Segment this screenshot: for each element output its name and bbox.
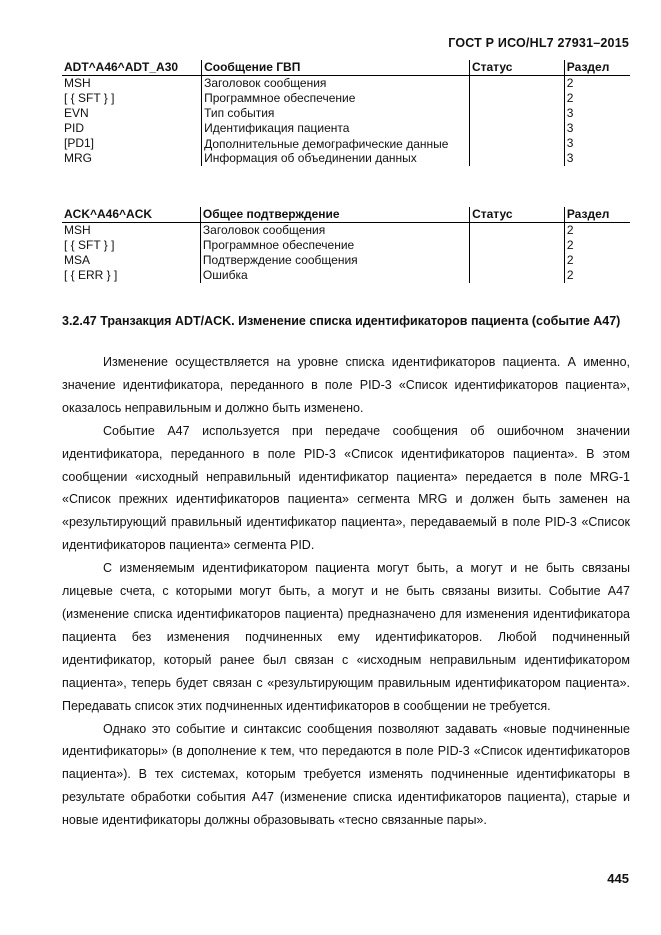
description-cell: Подтверждение сообщения (200, 253, 469, 268)
section-cell: 3 (564, 151, 630, 166)
table-row (62, 268, 630, 283)
section-cell: 2 (564, 238, 630, 253)
paragraph: С изменяемым идентификатором пациента могут быть, а могут и не быть связаны лицевые счета, с которыми могут быть, а могут и не быть связаны визиты. Событие A47 (изменение списка идентификаторов пациента) предназначено для изменения идентификатора пациента без изменения подчиненных ему идентификаторов. Любой подчиненный идентификатор, который ранее был связан с «исходным неправильным идентификатором пациента», теперь будет связан с «результирующим правильным идентификатором пациента». Передавать список этих подчиненных идентификаторов в сообщении не требуется. (62, 561, 630, 713)
segment-cell: [ { SFT } ] (64, 91, 115, 105)
section-cell: 3 (564, 106, 630, 121)
column-header-message: ADT^A46^ADT_A30 (62, 60, 202, 76)
status-cell (470, 253, 565, 268)
segment-cell: MSH (64, 76, 91, 90)
document-header: ГОСТ Р ИСО/HL7 27931–2015 (448, 36, 629, 50)
message-structure-table-adt-a46 (62, 60, 630, 166)
table-row (62, 223, 630, 239)
table-row (62, 91, 630, 106)
table-row (62, 76, 630, 92)
section-cell: 3 (564, 121, 630, 136)
description-cell: Ошибка (200, 268, 469, 283)
paragraph: Событие A47 используется при передаче сообщения об ошибочном значении идентификатора, переданного в поле PID-3 «Список идентификаторов пациента». В этом сообщении «исходный неправильный идентификатор пациента» передается в поле MRG-1 «Список прежних идентификаторов пациента» сегмента MRG и должен быть заменен на «результирующий правильный идентификатор пациента», передаваемый в поле PID-3 «Список идентификаторов пациента» сегмента PID. (62, 423, 630, 553)
segment-cell: MSA (64, 253, 91, 267)
column-header-section: Раздел (564, 207, 630, 223)
paragraph: Однако это событие и синтаксис сообщения позволяют задавать «новые подчиненные идентификаторы» (в дополнение к тем, что передаются в поле PID-3 «Список идентификаторов пациента»). В тех системах, которым требуется изменять подчиненные идентификаторы в результате обработки события A47 (изменение списка идентификаторов пациента), старые и новые идентификаторы должны образовывать «тесно связанные пары». (62, 721, 630, 828)
description-cell: Программное обеспечение (202, 91, 470, 106)
description-cell: Заголовок сообщения (202, 76, 470, 92)
paragraph: Изменение осуществляется на уровне списка идентификаторов пациента. А именно, значение идентификатора, переданного в поле PID-3 «Список идентификаторов пациента», оказалось неправильным и должно быть изменено. (62, 355, 630, 415)
column-header-status: Статус (469, 60, 564, 76)
status-cell (469, 91, 564, 106)
description-cell: Заголовок сообщения (200, 223, 469, 239)
description-cell: Идентификация пациента (202, 121, 470, 136)
section-cell: 2 (564, 223, 630, 239)
section-heading: 3.2.47 Транзакция ADT/ACK. Изменение списка идентификаторов пациента (событие A47) (62, 314, 621, 328)
segment-cell: MSH (64, 223, 91, 237)
status-cell (469, 106, 564, 121)
table-row (62, 238, 630, 253)
table-row (62, 136, 630, 151)
status-cell (469, 136, 564, 151)
segment-cell: MRG (64, 151, 92, 165)
description-cell: Тип события (202, 106, 470, 121)
status-cell (469, 76, 564, 92)
table-row (62, 121, 630, 136)
status-cell (469, 151, 564, 166)
section-cell: 2 (564, 76, 630, 92)
table-row (62, 106, 630, 121)
column-header-status: Статус (470, 207, 565, 223)
column-header-description: Сообщение ГВП (202, 60, 470, 76)
description-cell: Программное обеспечение (200, 238, 469, 253)
segment-cell: [ { SFT } ] (64, 238, 115, 252)
segment-cell: [PD1] (64, 136, 95, 150)
table-header-row (62, 60, 630, 76)
status-cell (470, 223, 565, 239)
section-cell: 2 (564, 253, 630, 268)
column-header-description: Общее подтверждение (200, 207, 469, 223)
description-cell: Информация об объединении данных (202, 151, 470, 166)
status-cell (470, 268, 565, 283)
table-row (62, 151, 630, 166)
section-cell: 2 (564, 91, 630, 106)
status-cell (470, 238, 565, 253)
table-row (62, 253, 630, 268)
segment-cell: EVN (64, 106, 89, 120)
segment-cell: PID (64, 121, 85, 135)
segment-cell: [ { ERR } ] (64, 268, 118, 282)
column-header-section: Раздел (564, 60, 630, 76)
page-number: 445 (607, 871, 629, 886)
status-cell (469, 121, 564, 136)
section-cell: 2 (564, 268, 630, 283)
description-cell: Дополнительные демографические данные (202, 136, 470, 151)
table-header-row (62, 207, 630, 223)
message-structure-table-ack-a46 (62, 207, 630, 283)
column-header-message: ACK^A46^ACK (62, 207, 200, 223)
section-cell: 3 (564, 136, 630, 151)
section-body (62, 351, 630, 832)
